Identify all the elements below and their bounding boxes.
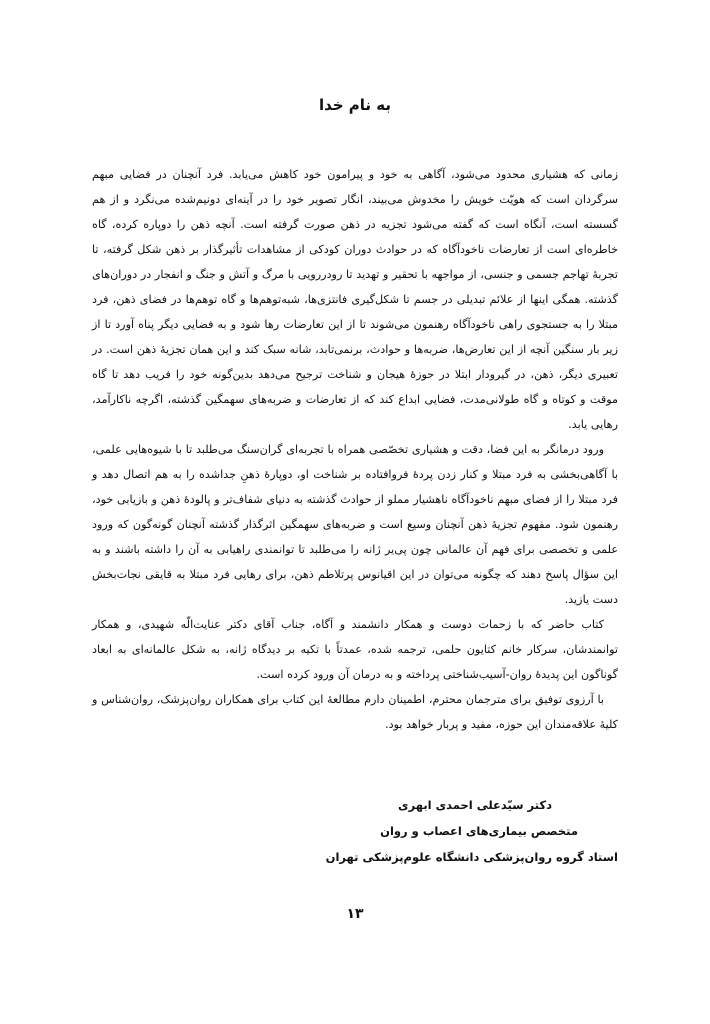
paragraph-4: با آرزوی توفیق برای مترجمان محترم، اطمینان دارم مطالعهٔ این کتاب برای همکاران روان‌پزشک، روان‌شناس و کلیهٔ علاقه‌مندان این حوزه، مفید و پربار خواهد بود.: [92, 693, 618, 731]
author-affiliation: استاد گروه روان‌پزشکی دانشگاه علوم‌پزشکی تهران: [325, 850, 618, 864]
page-number: ۱۳: [346, 906, 364, 922]
paragraph-3: کتاب حاضر که با زحمات دوست و همکار دانشمند و آگاه، جناب آقای دکتر عنایت‌الّه شهیدی، و همکار توانمندشان، سرکار خانم کتایون حلمی، ترجمه شده، عمدتاً با تکیه بر دیدگاه ژانه، به شکل عالمانه‌ای به ابعاد گوناگون این پدیدهٔ روان-آسیب‌شناختی پرداخته و به درمان آن ورود کرده است.: [92, 618, 618, 681]
author-role: متخصص بیماری‌های اعصاب و روان: [380, 824, 578, 838]
page-title: به نام خدا: [318, 96, 392, 114]
author-signature-block: [92, 792, 618, 870]
paragraph-1: زمانی که هشیاری محدود می‌شود، آگاهی به خود و پیرامون خود کاهش می‌یابد. فرد آنچنان در فضایی مبهم سرگردان است که هویّت خویش را مخدوش می‌بیند، انگار تصویر خود را در آینه‌ای دونیم‌شده می‌نگرد و از هم گسسته است، آنگاه است که گفته می‌شود تجزیه در ذهن صورت گرفته است. آنچه ذهن را دوپاره کرده، گاه خاطره‌ای است از تعارضات ناخودآگاه که در حوادث دوران کودکی از مشاهدات تأثیرگذار بر ذهن شکل گرفته، تا تجربهٔ تهاجم جسمی و جنسی، از مواجهه با تحقیر و تهدید تا رودررویی با مرگ و آتش و جنگ و انفجار در دوران‌های گذشته. همگی اینها از علائم تبدیلی در جسم تا شکل‌گیری فانتزی‌ها، شبه‌توهم‌ها و گاه توهم‌ها در فضای ذهن، فرد مبتلا را به جستجوی راهی ناخودآگاه رهنمون می‌شوند تا از این تعارضات رها شود و به فضایی دیگر پناه آورد تا از زیر بار سنگین آنچه از این تعارض‌ها، ضربه‌ها و حوادث، برنمی‌تابد، شانه سبک کند و این همان تجزیهٔ ذهن است. در تعبیری دیگر، ذهن، در گیرودار ابتلا در حوزهٔ هیجان و شناخت ترجیح می‌دهد بدین‌گونه خود را فریب دهد تا گاه موقت و کوتاه و گاه طولانی‌مدت، فضایی ابداع کند که از تعارضات و ضربه‌های سهمگین گذشته، اگرچه ناکارآمد، رهایی یابد.: [92, 168, 618, 431]
preface-body: [92, 162, 618, 737]
paragraph-2: ورود درمانگر به این فضا، دقت و هشیاری تخصّصی همراه با تجربه‌ای گران‌سنگ می‌طلبد تا با شیوه‌هایی علمی، با آگاهی‌بخشی به فرد مبتلا و کنار زدن پردهٔ فروافتاده بر شناخت او، دوپارهٔ ذهنِ جداشده را به هم اتصال دهد و فرد مبتلا را از فضای مبهم ناخودآگاه ناهشیار مملو از حوادث گذشته به دنیای شفاف‌تر و پالودهٔ ذهن و بازیابی خود، رهنمون شود. مفهوم تجزیهٔ ذهن آنچنان وسیع است و ضربه‌های سهمگین اثرگذار گذشته آنچنان گونه‌گون که ورود علمی و تخصصی برای فهم آن عالمانی چون پی‌یر ژانه را می‌طلبد تا توانمندی راهیابی به آن را داشته باشند و به این سؤال پاسخ دهند که چگونه می‌توان در این اقیانوس پرتلاطم ذهن، برای رهایی فرد مبتلا به قایقی نجات‌بخش دست یازید.: [92, 443, 618, 606]
author-name: دکتر سیّدعلی احمدی ابهری: [398, 798, 552, 812]
